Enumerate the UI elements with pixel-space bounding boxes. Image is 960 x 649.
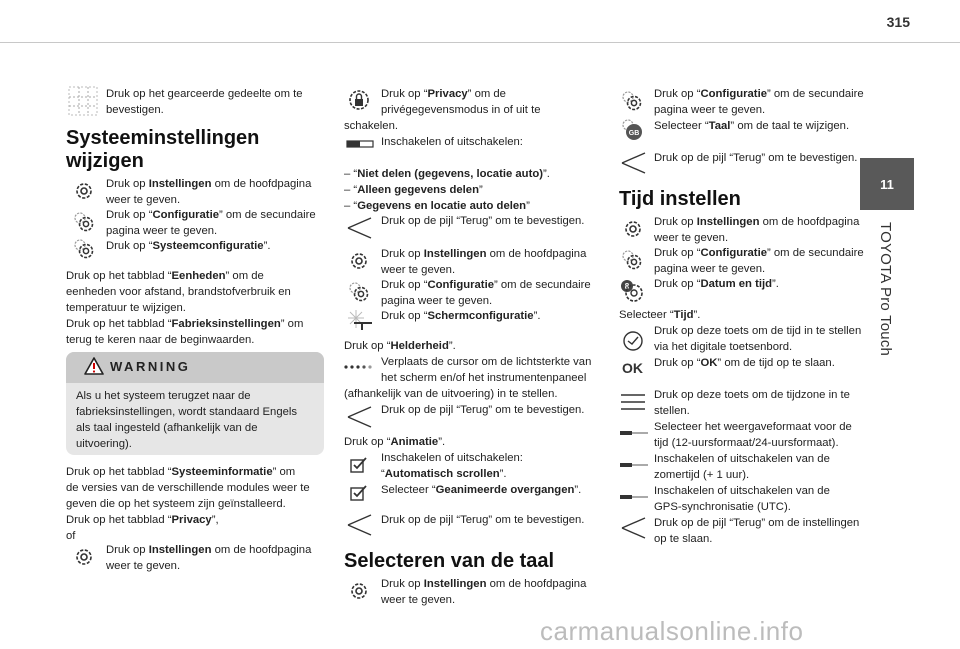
settings-gear-icon xyxy=(348,580,370,602)
summer-time-l1: Inschakelen of uitschakelen van de xyxy=(654,453,830,465)
warning-text-2: fabrieksinstellingen, wordt standaard Engels xyxy=(76,406,298,418)
date-time-icon xyxy=(619,278,645,304)
screen-configuration-icon xyxy=(346,308,374,332)
time-config-step: Druk op “Configuratie” om de secundaire xyxy=(654,247,864,259)
back-step-3: Druk op de pijl “Terug” om te bevestigen. xyxy=(381,514,585,526)
option-no-share: – “Niet delen (gegevens, locatie auto)”. xyxy=(344,168,550,180)
step-settings-2: Druk op Instellingen om de hoofdpagina xyxy=(106,544,312,556)
warning-header xyxy=(66,352,324,383)
time-keypad-l2: via het digitale toetsenbord. xyxy=(654,341,793,353)
step-settings-2-l2: weer te geven. xyxy=(106,560,181,572)
auto-scroll-option: “Automatisch scrollen”. xyxy=(381,468,507,480)
ok-step: Druk op “OK” om de tijd op te slaan. xyxy=(654,357,835,369)
watermark: carmanualsonline.info xyxy=(540,616,804,646)
configuration-gear-icon xyxy=(347,281,371,305)
animated-transitions-option: Selecteer “Geanimeerde overgangen”. xyxy=(381,484,582,496)
back-arrow-icon xyxy=(619,152,647,174)
step-configuration: Druk op “Configuratie” om de secundaire xyxy=(106,209,316,221)
display-config-l2: pagina weer te geven. xyxy=(381,295,493,307)
option-data-only: – “Alleen gegevens delen” xyxy=(344,184,483,196)
heading-language: Selecteren van de taal xyxy=(344,550,555,572)
configuration-gear-icon xyxy=(620,90,644,114)
step-configuration-l2: pagina weer te geven. xyxy=(106,225,218,237)
back-step-2: Druk op de pijl “Terug” om te bevestigen. xyxy=(381,404,585,416)
toggle-icon xyxy=(346,138,374,150)
sysinfo-tab-text: Druk op het tabblad “Systeeminformatie” om xyxy=(66,466,296,478)
language-settings-l2: weer te geven. xyxy=(381,594,456,606)
save-settings-l2: op te slaan. xyxy=(654,533,713,545)
ok-label: OK xyxy=(622,360,643,376)
settings-gear-icon xyxy=(73,546,95,568)
units-l2: eenheden voor afstand, brandstofverbruik en xyxy=(66,286,291,298)
warning-text-3: als taal ingesteld (afhankelijk van de xyxy=(76,422,258,434)
checkbox-icon xyxy=(350,484,370,502)
format-toggle-icon xyxy=(619,430,649,436)
configuration-gear-icon xyxy=(620,249,644,273)
units-tab-text: Druk op het tabblad “Eenheden” om de xyxy=(66,270,264,282)
summer-time-toggle-icon xyxy=(619,462,649,468)
time-keypad-l1: Druk op deze toets om de tijd in te stellen xyxy=(654,325,862,337)
privacy-step: Druk op “Privacy” om de xyxy=(381,88,506,100)
toggle-text: Inschakelen of uitschakelen: xyxy=(381,136,523,148)
warning-text-1: Als u het systeem terugzet naar de xyxy=(76,390,251,402)
select-language-step: Selecteer “Taal” om de taal te wijzigen. xyxy=(654,120,850,132)
format-l1: Selecteer het weergaveformaat voor de xyxy=(654,421,852,433)
heading-system-settings: Systeeminstellingen xyxy=(66,127,260,149)
summer-time-l2: zomertijd (+ 1 uur). xyxy=(654,469,750,481)
gps-sync-l1: Inschakelen of uitschakelen van de xyxy=(654,485,830,497)
back-arrow-icon xyxy=(345,514,373,536)
privacy-lock-icon xyxy=(347,88,371,112)
privacy-tab-text: Druk op het tabblad “Privacy”, xyxy=(66,514,219,526)
back-arrow-icon xyxy=(345,406,373,428)
gps-sync-l2: GPS-synchronisatie (UTC). xyxy=(654,501,791,513)
intro-line-1: Druk op het gearceerde gedeelte om te xyxy=(106,88,303,100)
intro-line-2: bevestigen. xyxy=(106,104,164,116)
date-time-step: Druk op “Datum en tijd”. xyxy=(654,278,779,290)
heading-system-settings-2: wijzigen xyxy=(66,150,144,172)
system-configuration-gear-icon xyxy=(72,238,96,262)
configuration-gear-icon xyxy=(72,211,96,235)
display-settings-step: Druk op Instellingen om de hoofdpagina xyxy=(381,248,587,260)
heading-time: Tijd instellen xyxy=(619,188,741,210)
timezone-l2: stellen. xyxy=(654,405,690,417)
privacy-l3: schakelen. xyxy=(344,120,399,132)
screen-config-step: Druk op “Schermconfiguratie”. xyxy=(381,310,541,322)
display-config-step: Druk op “Configuratie” om de secundaire xyxy=(381,279,591,291)
select-time-step: Selecteer “Tijd”. xyxy=(619,309,701,321)
format-l2: tijd (12-uursformaat/24-uursformaat). xyxy=(654,437,839,449)
time-settings-l2: weer te geven. xyxy=(654,232,729,244)
svg-text:8: 8 xyxy=(624,282,630,291)
sysinfo-l3: geven die op het systeem zijn geïnstalleerd. xyxy=(66,498,286,510)
warning-title: WARNING xyxy=(110,359,191,374)
back-arrow-icon xyxy=(345,217,373,239)
language-settings-step: Druk op Instellingen om de hoofdpagina xyxy=(381,578,587,590)
save-settings-l1: Druk op de pijl “Terug” om de instellingen xyxy=(654,517,860,529)
or-text: of xyxy=(66,530,76,542)
time-settings-step: Druk op Instellingen om de hoofdpagina xyxy=(654,216,860,228)
chapter-tab[interactable]: 11 xyxy=(860,158,914,210)
units-l3: temperatuur te wijzigen. xyxy=(66,302,186,314)
checkbox-icon xyxy=(350,456,370,474)
warning-triangle-icon xyxy=(84,357,104,375)
svg-text:GB: GB xyxy=(628,130,640,137)
time-config-l2: pagina weer te geven. xyxy=(654,263,766,275)
animation-step: Druk op “Animatie”. xyxy=(344,436,446,448)
step-settings: Druk op Instellingen om de hoofdpagina xyxy=(106,178,312,190)
settings-gear-icon xyxy=(348,250,370,272)
settings-gear-icon xyxy=(622,218,644,240)
page-number: 315 xyxy=(886,14,910,30)
back-arrow-icon xyxy=(619,517,647,539)
language-icon xyxy=(620,118,644,142)
display-settings-l2: weer te geven. xyxy=(381,264,456,276)
lang-config-step: Druk op “Configuratie” om de secundaire xyxy=(654,88,864,100)
step-system-configuration: Druk op “Systeemconfiguratie”. xyxy=(106,240,271,252)
lang-config-l2: pagina weer te geven. xyxy=(654,104,766,116)
header-rule xyxy=(0,42,960,43)
brightness-slider-icon xyxy=(343,362,375,372)
hatched-area-icon xyxy=(68,86,98,116)
settings-gear-icon xyxy=(73,180,95,202)
privacy-l2: privégegevensmodus in of uit te xyxy=(381,104,541,116)
chapter-title: TOYOTA Pro Touch xyxy=(877,222,894,357)
menu-icon xyxy=(619,392,647,412)
brightness-l2: Verplaats de cursor om de lichtsterkte van xyxy=(381,356,592,368)
warning-text-4: uitvoering). xyxy=(76,438,132,450)
step-settings-l2: weer te geven. xyxy=(106,194,181,206)
animation-l2: Inschakelen of uitschakelen: xyxy=(381,452,523,464)
factory-l2: terug te keren naar de beginwaarden. xyxy=(66,334,255,346)
factory-tab-text: Druk op het tabblad “Fabrieksinstellingen” om xyxy=(66,318,304,330)
option-data-location: – “Gegevens en locatie auto delen” xyxy=(344,200,530,212)
timezone-l1: Druk op deze toets om de tijdzone in te xyxy=(654,389,850,401)
back-step-1: Druk op de pijl “Terug” om te bevestigen. xyxy=(381,215,585,227)
sysinfo-l2: de versies van de verschillende modules weer te xyxy=(66,482,310,494)
brightness-l4: (afhankelijk van de uitvoering) in te stellen. xyxy=(344,388,558,400)
clock-icon xyxy=(622,330,644,352)
back-step-lang: Druk op de pijl “Terug” om te bevestigen. xyxy=(654,152,858,164)
brightness-l3: het scherm en/of het instrumentenpaneel xyxy=(381,372,587,384)
brightness-step: Druk op “Helderheid”. xyxy=(344,340,456,352)
gps-sync-toggle-icon xyxy=(619,494,649,500)
